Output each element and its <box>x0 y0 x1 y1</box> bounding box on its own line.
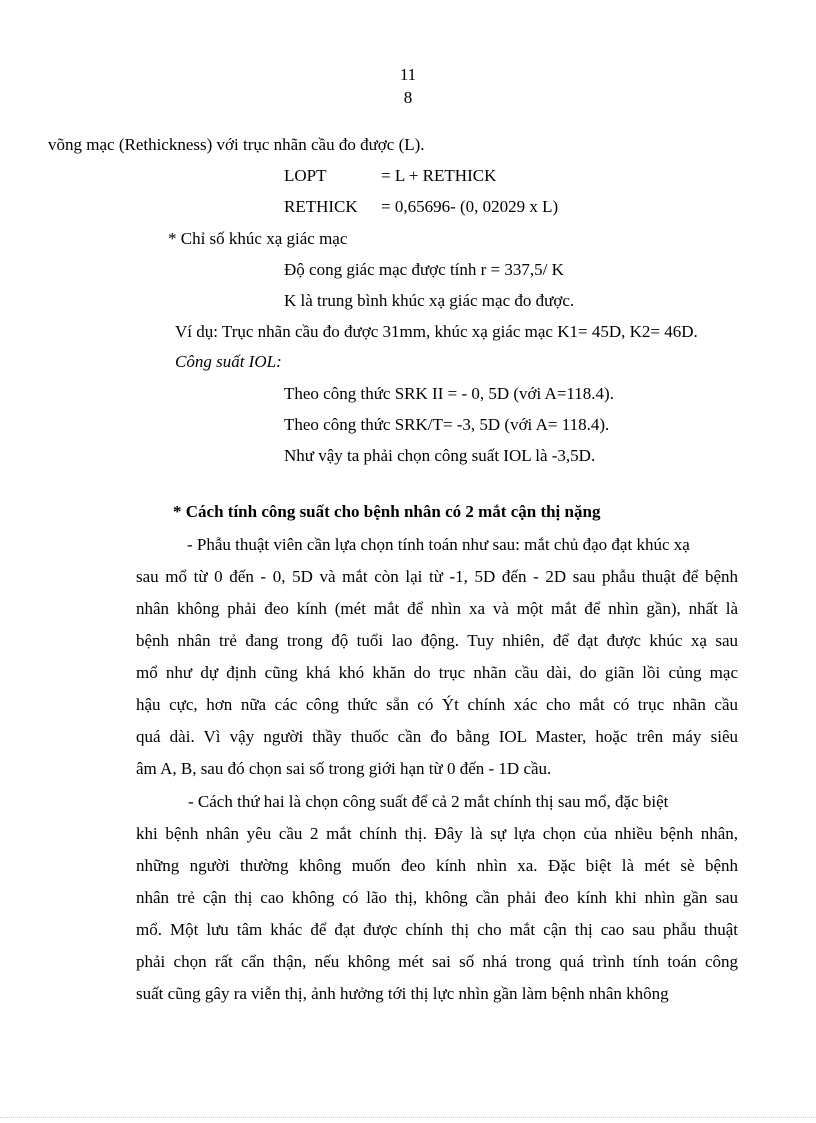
para2-line-1: - Cách thứ hai là chọn công suất để cả 2 mắt chính thị sau mổ, đặc biệt <box>188 792 669 811</box>
para1-line-6: hậu cực, hơn nữa các công thức sẵn có Ýt chính xác cho mắt có trục nhãn cầu <box>136 695 738 714</box>
corneal-curvature-formula: Độ cong giác mạc được tính r = 337,5/ K <box>284 260 564 279</box>
para1-line-2: sau mổ từ 0 đến - 0, 5D và mắt còn lại từ -1, 5D đến - 2D sau phẫu thuật để bệnh <box>136 567 738 586</box>
chosen-iol-power: Như vậy ta phải chọn công suất IOL là -3,5D. <box>284 446 596 465</box>
para1-line-8: âm A, B, sau đó chọn sai số trong giới hạn từ 0 đến - 1D cầu. <box>136 759 552 778</box>
iol-power-heading: Công suất IOL: <box>175 352 282 371</box>
para2-line-5: mổ. Một lưu tâm khác để đạt được chính thị cho mắt cận thị cao sau phẫu thuật <box>136 920 738 939</box>
bullet-corneal-index: * Chỉ số khúc xạ giác mạc <box>168 229 348 248</box>
para1-line-3: nhân không phải đeo kính (mét mắt để nhìn xa và một mắt để nhìn gần), nhất là <box>136 599 738 618</box>
example-line: Ví dụ: Trục nhãn cầu đo được 31mm, khúc xạ giác mạc K1= 45D, K2= 46D. <box>175 322 698 341</box>
corneal-k-definition: K là trung bình khúc xạ giác mạc đo được. <box>284 291 575 310</box>
para2-line-4: nhân trẻ cận thị cao không có lão thị, không cần phải đeo kính khi nhìn gần sau <box>136 888 738 907</box>
para1-line-7: quá dài. Vì vậy người thầy thuốc cần đo bằng IOL Master, hoặc trên máy siêu <box>136 727 738 746</box>
para2-line-7: suất cũng gây ra viễn thị, ảnh hưởng tới thị lực nhìn gần làm bệnh nhân không <box>136 984 669 1003</box>
formula-rethick-name: RETHICK <box>284 197 358 216</box>
intro-line: võng mạc (Rethickness) với trục nhãn cầu đo được (L). <box>48 135 425 154</box>
para1-line-4: bệnh nhân trẻ đang trong độ tuổi lao động. Tuy nhiên, để đạt được khúc xạ sau <box>136 631 738 650</box>
page-number-top: 11 <box>399 65 417 84</box>
para1-line-5: mổ như dự định cũng khá khó khăn do trục nhãn cầu dài, do giãn lồi củng mạc <box>136 663 738 682</box>
para2-line-3: những người thường không muốn đeo kính nhìn xa. Đặc biệt là mét sè bệnh <box>136 856 738 875</box>
para2-line-2: khi bệnh nhân yêu cầu 2 mắt chính thị. Đây là sự lựa chọn của nhiều bệnh nhân, <box>136 824 738 843</box>
para1-line-1: - Phẫu thuật viên cần lựa chọn tính toán như sau: mắt chủ đạo đạt khúc xạ <box>187 535 690 554</box>
srk2-result: Theo công thức SRK II = - 0, 5D (với A=118.4). <box>284 384 614 403</box>
page-number-bottom: 8 <box>403 88 413 107</box>
section-heading: * Cách tính công suất cho bệnh nhân có 2 mắt cận thị nặng <box>173 502 601 521</box>
formula-rethick-expr: = 0,65696- (0, 02029 x L) <box>381 197 559 216</box>
page-bottom-rule <box>0 1117 816 1118</box>
para2-line-6: phải chọn rất cẩn thận, nếu không mét sai số nhá trong quá trình tính toán công <box>136 952 738 971</box>
srkt-result: Theo công thức SRK/T= -3, 5D (với A= 118.4). <box>284 415 610 434</box>
formula-lopt-expr: = L + RETHICK <box>381 166 497 185</box>
formula-lopt-name: LOPT <box>284 166 327 185</box>
